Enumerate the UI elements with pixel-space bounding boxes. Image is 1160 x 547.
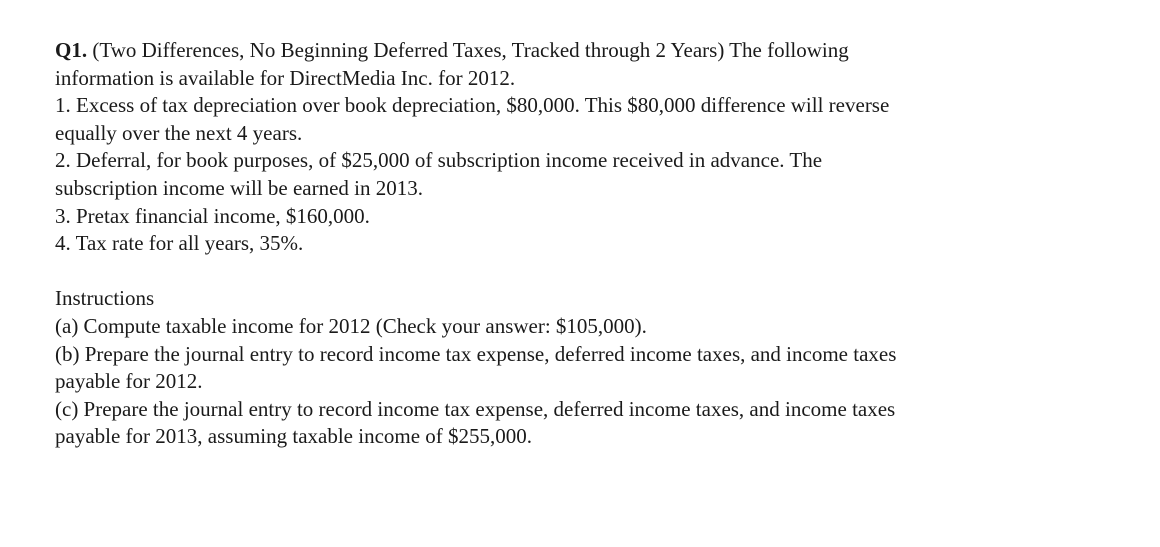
paragraph-spacer	[55, 258, 1135, 286]
instruction-a: (a) Compute taxable income for 2012 (Check your answer: $105,000).	[55, 313, 647, 338]
instruction-c-line-1: (c) Prepare the journal entry to record income tax expense, deferred income taxes, and income taxes	[55, 396, 896, 421]
fact-2-line-2: subscription income will be earned in 2013.	[55, 175, 424, 200]
instructions-title: Instructions	[55, 286, 155, 311]
document-body	[55, 37, 1135, 451]
question-heading	[55, 37, 1135, 65]
instruction-b-line-1: (b) Prepare the journal entry to record income tax expense, deferred income taxes, and income taxes	[55, 341, 897, 366]
fact-1-line-1: 1. Excess of tax depreciation over book depreciation, $80,000. This $80,000 difference will reverse	[55, 93, 890, 118]
instruction-c-line-2: payable for 2013, assuming taxable income of $255,000.	[55, 424, 533, 449]
question-heading-text: (Two Differences, No Beginning Deferred Taxes, Tracked through 2 Years) The following	[92, 38, 849, 62]
question-heading-continued: information is available for DirectMedia Inc. for 2012.	[55, 65, 516, 90]
instruction-b-line-2: payable for 2012.	[55, 369, 203, 394]
fact-1-line-2: equally over the next 4 years.	[55, 120, 303, 145]
fact-4: 4. Tax rate for all years, 35%.	[55, 231, 304, 256]
fact-2-line-1: 2. Deferral, for book purposes, of $25,000 of subscription income received in advance. The	[55, 148, 823, 173]
question-label: Q1.	[55, 38, 88, 62]
fact-3: 3. Pretax financial income, $160,000.	[55, 203, 370, 228]
